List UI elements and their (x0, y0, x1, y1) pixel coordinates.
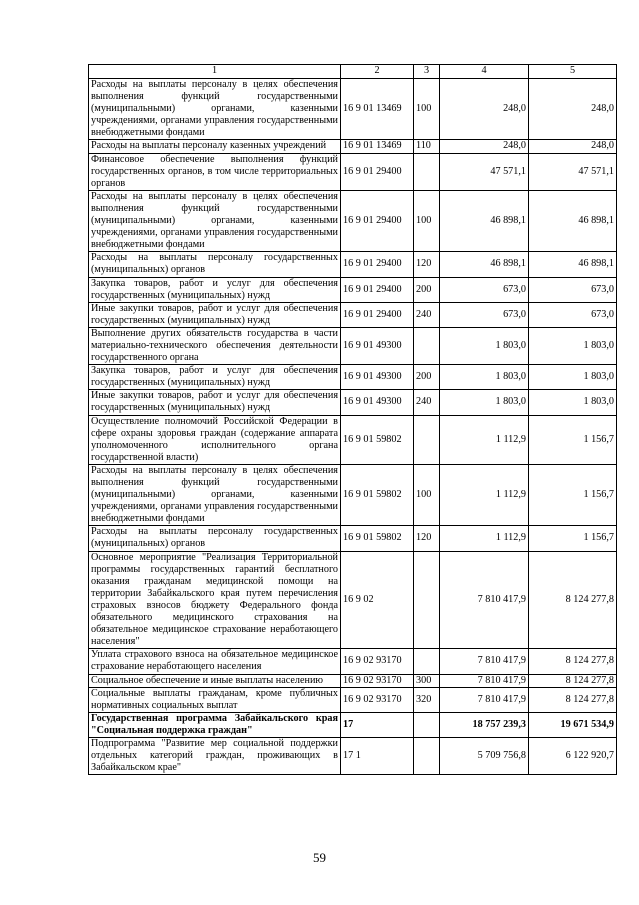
table-row (89, 737, 617, 774)
row-value-year-1: 46 898,1 (440, 190, 529, 251)
row-value-year-2: 248,0 (529, 140, 617, 153)
row-name: Социальное обеспечение и иные выплаты населению (89, 674, 341, 687)
row-value-year-1: 7 810 417,9 (440, 551, 529, 649)
row-name: Расходы на выплаты персоналу в целях обеспечения выполнения функций государственными (муниципальными) органами, казенными учреждениями, органами управления государственными внебюджетными фондами (89, 190, 341, 251)
row-code: 16 9 01 29400 (341, 153, 414, 190)
row-value-year-1: 1 803,0 (440, 390, 529, 415)
row-name: Выполнение других обязательств государства в части материально-технического обеспечения деятельности государственного органа (89, 327, 341, 364)
row-expense-type: 240 (414, 390, 440, 415)
header-col-3: 3 (414, 65, 440, 79)
row-value-year-2: 1 803,0 (529, 327, 617, 364)
row-value-year-1: 248,0 (440, 79, 529, 140)
row-expense-type (414, 712, 440, 737)
budget-table (88, 64, 617, 775)
table-row (89, 390, 617, 415)
table-header-row (89, 65, 617, 79)
row-expense-type: 240 (414, 302, 440, 327)
row-name: Основное мероприятие "Реализация Территориальной программы государственных гарантий бесплатного оказания гражданам медицинской помощи на территории Забайкальского края путем перечисления страховых взносов бюджету Федерального фонда обязательного медицинского страхования на обязательное медицинское страхование неработающего населения" (89, 551, 341, 649)
row-value-year-1: 7 810 417,9 (440, 674, 529, 687)
row-value-year-2: 8 124 277,8 (529, 674, 617, 687)
row-value-year-1: 1 112,9 (440, 526, 529, 551)
row-expense-type: 320 (414, 687, 440, 712)
row-name: Расходы на выплаты персоналу в целях обеспечения выполнения функций государственными (муниципальными) органами, казенными учреждениями, органами управления государственными внебюджетными фондами (89, 464, 341, 525)
table-row (89, 674, 617, 687)
row-name: Закупка товаров, работ и услуг для обеспечения государственных (муниципальных) нужд (89, 277, 341, 302)
row-value-year-2: 1 156,7 (529, 526, 617, 551)
table-row (89, 79, 617, 140)
row-code: 16 9 01 29400 (341, 277, 414, 302)
row-expense-type (414, 551, 440, 649)
table-row (89, 712, 617, 737)
row-expense-type: 100 (414, 79, 440, 140)
row-code: 16 9 02 93170 (341, 649, 414, 674)
table-row (89, 365, 617, 390)
row-value-year-1: 1 803,0 (440, 365, 529, 390)
row-code: 16 9 02 (341, 551, 414, 649)
table-row (89, 327, 617, 364)
row-value-year-1: 47 571,1 (440, 153, 529, 190)
row-code: 17 (341, 712, 414, 737)
row-code: 16 9 01 59802 (341, 526, 414, 551)
row-name: Государственная программа Забайкальского края "Социальная поддержка граждан" (89, 712, 341, 737)
table-row (89, 687, 617, 712)
row-name: Осуществление полномочий Российской Федерации в сфере охраны здоровья граждан (содержание аппарата уполномоченного исполнительного органа государственной власти) (89, 415, 341, 464)
row-expense-type (414, 737, 440, 774)
row-expense-type: 300 (414, 674, 440, 687)
row-expense-type: 120 (414, 252, 440, 277)
table-row (89, 153, 617, 190)
page-number: 59 (313, 850, 326, 865)
row-expense-type: 120 (414, 526, 440, 551)
row-value-year-1: 1 112,9 (440, 464, 529, 525)
row-name: Финансовое обеспечение выполнения функций государственных органов, в том числе территориальных органов (89, 153, 341, 190)
row-value-year-1: 5 709 756,8 (440, 737, 529, 774)
row-value-year-2: 673,0 (529, 277, 617, 302)
row-value-year-2: 8 124 277,8 (529, 551, 617, 649)
row-value-year-2: 673,0 (529, 302, 617, 327)
row-code: 16 9 01 49300 (341, 327, 414, 364)
row-value-year-2: 19 671 534,9 (529, 712, 617, 737)
row-name: Расходы на выплаты персоналу государственных (муниципальных) органов (89, 526, 341, 551)
row-value-year-1: 673,0 (440, 277, 529, 302)
row-value-year-2: 46 898,1 (529, 190, 617, 251)
row-name: Расходы на выплаты персоналу в целях обеспечения выполнения функций государственными (муниципальными) органами, казенными учреждениями, органами управления государственными внебюджетными фондами (89, 79, 341, 140)
row-value-year-2: 47 571,1 (529, 153, 617, 190)
row-name: Социальные выплаты гражданам, кроме публичных нормативных социальных выплат (89, 687, 341, 712)
row-expense-type (414, 153, 440, 190)
row-value-year-2: 8 124 277,8 (529, 649, 617, 674)
row-value-year-1: 46 898,1 (440, 252, 529, 277)
header-col-1: 1 (89, 65, 341, 79)
table-row (89, 415, 617, 464)
row-value-year-1: 1 112,9 (440, 415, 529, 464)
row-value-year-1: 1 803,0 (440, 327, 529, 364)
row-code: 16 9 01 59802 (341, 415, 414, 464)
row-value-year-2: 46 898,1 (529, 252, 617, 277)
row-expense-type (414, 327, 440, 364)
budget-table-body (89, 65, 617, 775)
header-col-4: 4 (440, 65, 529, 79)
row-name: Расходы на выплаты персоналу казенных учреждений (89, 140, 341, 153)
row-code: 16 9 01 29400 (341, 302, 414, 327)
row-expense-type: 100 (414, 464, 440, 525)
row-value-year-1: 18 757 239,3 (440, 712, 529, 737)
row-code: 16 9 01 13469 (341, 140, 414, 153)
table-row (89, 140, 617, 153)
row-name: Уплата страхового взноса на обязательное медицинское страхование неработающего населения (89, 649, 341, 674)
row-value-year-2: 6 122 920,7 (529, 737, 617, 774)
table-row (89, 551, 617, 649)
row-name: Расходы на выплаты персоналу государственных (муниципальных) органов (89, 252, 341, 277)
row-value-year-1: 7 810 417,9 (440, 649, 529, 674)
table-row (89, 526, 617, 551)
row-name: Иные закупки товаров, работ и услуг для обеспечения государственных (муниципальных) нужд (89, 390, 341, 415)
header-col-5: 5 (529, 65, 617, 79)
row-value-year-2: 1 803,0 (529, 390, 617, 415)
table-row (89, 464, 617, 525)
table-row (89, 649, 617, 674)
row-expense-type: 110 (414, 140, 440, 153)
row-expense-type (414, 415, 440, 464)
row-expense-type: 200 (414, 365, 440, 390)
row-value-year-2: 248,0 (529, 79, 617, 140)
row-code: 16 9 01 49300 (341, 365, 414, 390)
row-code: 16 9 02 93170 (341, 687, 414, 712)
table-row (89, 252, 617, 277)
row-code: 17 1 (341, 737, 414, 774)
table-row (89, 302, 617, 327)
row-value-year-1: 673,0 (440, 302, 529, 327)
row-expense-type: 200 (414, 277, 440, 302)
table-row (89, 190, 617, 251)
row-value-year-2: 8 124 277,8 (529, 687, 617, 712)
header-col-2: 2 (341, 65, 414, 79)
row-code: 16 9 01 59802 (341, 464, 414, 525)
row-code: 16 9 01 13469 (341, 79, 414, 140)
row-value-year-2: 1 156,7 (529, 464, 617, 525)
row-value-year-2: 1 803,0 (529, 365, 617, 390)
row-name: Подпрограмма "Развитие мер социальной поддержки отдельных категорий граждан, проживающих в Забайкальском крае" (89, 737, 341, 774)
row-code: 16 9 01 29400 (341, 252, 414, 277)
row-name: Закупка товаров, работ и услуг для обеспечения государственных (муниципальных) нужд (89, 365, 341, 390)
row-name: Иные закупки товаров, работ и услуг для обеспечения государственных (муниципальных) нужд (89, 302, 341, 327)
row-code: 16 9 01 49300 (341, 390, 414, 415)
row-code: 16 9 02 93170 (341, 674, 414, 687)
row-expense-type: 100 (414, 190, 440, 251)
row-value-year-1: 248,0 (440, 140, 529, 153)
table-row (89, 277, 617, 302)
row-value-year-1: 7 810 417,9 (440, 687, 529, 712)
row-expense-type (414, 649, 440, 674)
row-value-year-2: 1 156,7 (529, 415, 617, 464)
row-code: 16 9 01 29400 (341, 190, 414, 251)
